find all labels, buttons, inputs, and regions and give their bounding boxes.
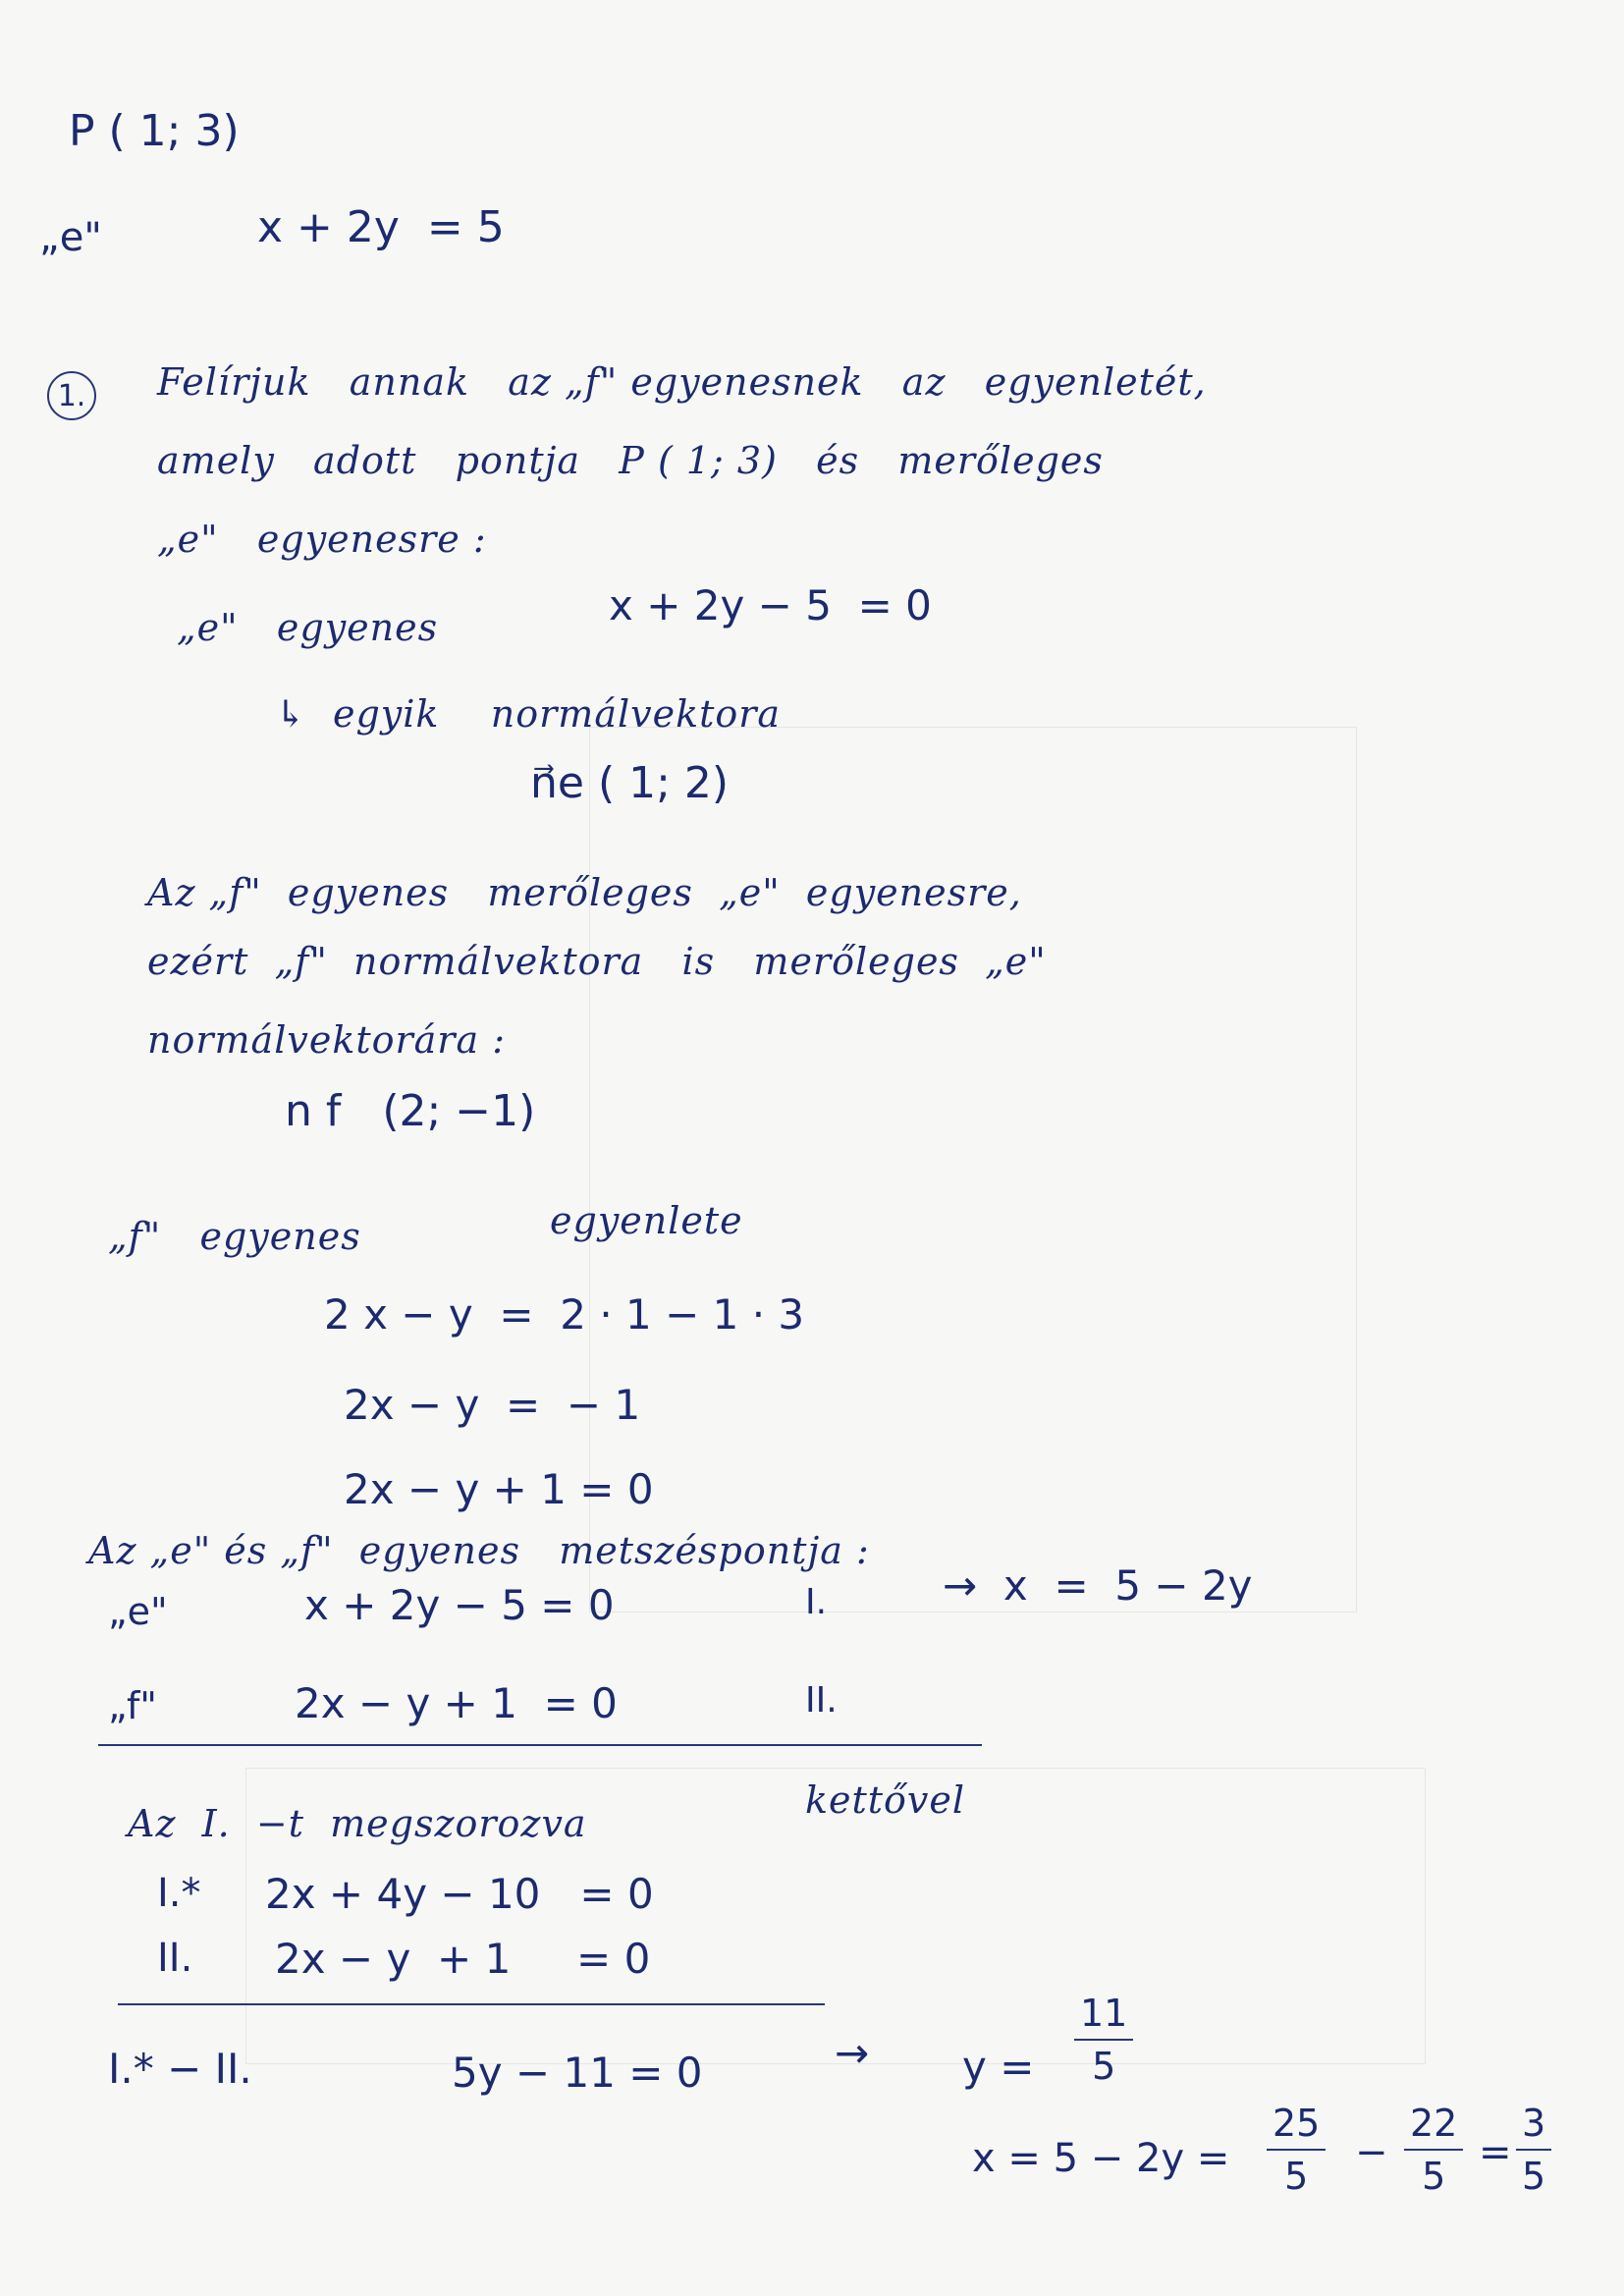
line-e-label: „e" <box>108 1590 168 1633</box>
equation-I: x + 2y − 5 = 0 <box>304 1581 615 1629</box>
equals-sign: = <box>1479 2130 1512 2175</box>
equation-step: 2x − y + 1 = 0 <box>344 1465 654 1513</box>
divider-line <box>98 1744 982 1746</box>
line-e-label: „e" <box>39 215 102 260</box>
equation-label: I.* <box>157 1871 201 1916</box>
y-equals: y = <box>962 2043 1035 2091</box>
equation-II: 2x − y + 1 = 0 <box>295 1679 618 1727</box>
text-line: „e" egyenes <box>177 606 439 649</box>
equation-label: I. <box>805 1582 828 1622</box>
denominator: 5 <box>1284 2155 1309 2198</box>
numerator: 25 <box>1267 2102 1326 2151</box>
text-line: Felírjuk annak az „f" egyenesnek az egyenletét, <box>157 360 1207 404</box>
text-line: „e" egyenesre : <box>157 518 487 561</box>
divider-line <box>118 2003 825 2005</box>
text-line: Az „e" és „f" egyenes metszéspontja : <box>88 1529 870 1572</box>
equation-label: II. <box>157 1936 193 1981</box>
text-line: „f" egyenes <box>108 1215 361 1258</box>
equation-step: 2x − y = − 1 <box>344 1381 641 1429</box>
line-e-equation: x + 2y = 5 <box>257 202 505 252</box>
normal-vector-e: n⃗e ( 1; 2) <box>530 758 730 808</box>
y-value-fraction <box>1074 1992 1133 2088</box>
text-line: ↳ egyik normálvektora <box>275 692 782 736</box>
text-line: normálvektorára : <box>147 1018 507 1062</box>
text-line: amely adott pontja P ( 1; 3) és merőleges <box>157 439 1104 482</box>
numerator: 22 <box>1404 2102 1463 2151</box>
line-f-label: „f" <box>108 1684 157 1727</box>
arrow: → <box>835 2029 870 2077</box>
denominator: 5 <box>1422 2155 1446 2198</box>
numerator: 3 <box>1516 2102 1551 2151</box>
point-p: P ( 1; 3) <box>69 106 240 156</box>
text-line: kettővel <box>805 1778 966 1822</box>
equation-I-star: 2x + 4y − 10 = 0 <box>265 1870 654 1918</box>
denominator: 5 <box>1092 2045 1116 2088</box>
fraction-22-5 <box>1404 2102 1463 2198</box>
subtraction-result: 5y − 11 = 0 <box>452 2049 703 2097</box>
x-calculation: x = 5 − 2y = <box>972 2136 1230 2181</box>
fraction-3-5 <box>1516 2102 1551 2198</box>
numerator: 11 <box>1074 1992 1133 2041</box>
equation-label: II. <box>805 1680 838 1721</box>
text-line: ezért „f" normálvektora is merőleges „e" <box>147 940 1047 983</box>
subtraction-label: I.* − II. <box>108 2045 252 2093</box>
line-e-general-equation: x + 2y − 5 = 0 <box>609 581 932 629</box>
step-number: 1. <box>47 371 96 420</box>
show-through-frame <box>589 727 1357 1613</box>
equation-step: 2 x − y = 2 · 1 − 1 · 3 <box>324 1290 805 1339</box>
equation-II-copy: 2x − y + 1 = 0 <box>275 1935 651 1983</box>
text-line: egyenlete <box>550 1199 743 1242</box>
text-line: Az „f" egyenes merőleges „e" egyenesre, <box>147 871 1022 914</box>
fraction-25-5 <box>1267 2102 1326 2198</box>
x-expression: → x = 5 − 2y <box>943 1561 1253 1610</box>
normal-vector-f: n f (2; −1) <box>285 1086 536 1136</box>
minus-sign: − <box>1355 2130 1388 2175</box>
denominator: 5 <box>1522 2155 1546 2198</box>
text-line: Az I. −t megszorozva <box>128 1802 587 1845</box>
